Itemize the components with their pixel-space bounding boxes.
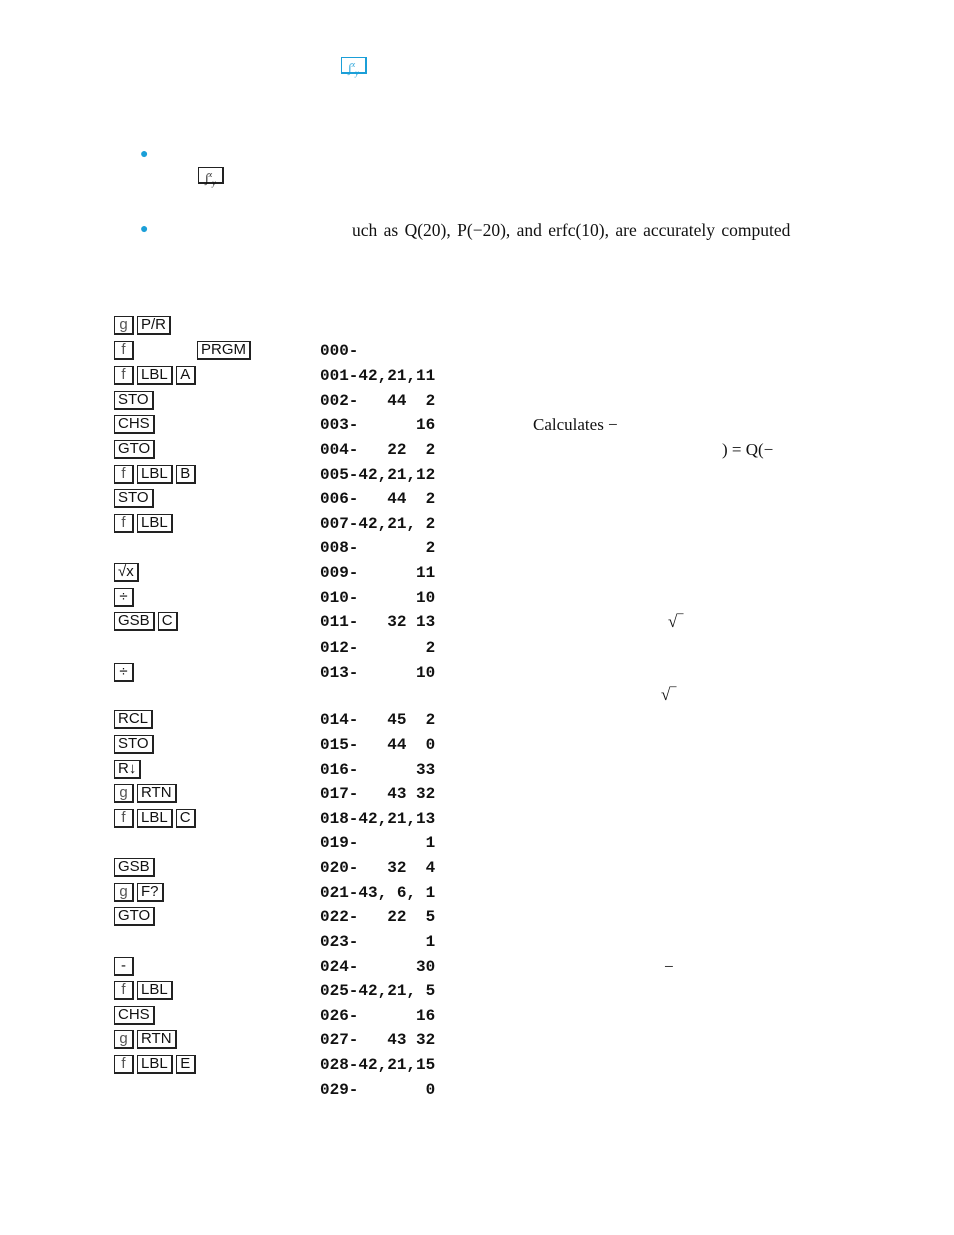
key-chs-label: CHS (114, 1006, 155, 1025)
program-code: 024- 30 (320, 958, 436, 976)
key--label: - (114, 957, 134, 976)
key-chs-label: CHS (114, 415, 155, 434)
key-e-label: E (176, 1055, 196, 1074)
integrate-fx-icon: ∫$^x_y$ (198, 167, 224, 184)
key-f-label: f (114, 465, 134, 484)
key-lbl-label: LBL (137, 514, 173, 533)
key-lbl-label: LBL (137, 809, 173, 828)
program-code: 027- 43 32 (320, 1031, 436, 1049)
program-code: 021-43, 6, 1 (320, 884, 436, 902)
program-keys (114, 514, 176, 533)
program-keys (114, 981, 176, 1000)
key-b-label: B (176, 465, 196, 484)
annotation-text: √‾ (661, 685, 676, 704)
program-keys (114, 710, 156, 729)
program-code: 026- 16 (320, 1007, 436, 1025)
program-code: 015- 44 0 (320, 736, 436, 754)
key-f-label: f (114, 341, 134, 360)
key-rtn-label: RTN (137, 1030, 177, 1049)
program-code: 020- 32 4 (320, 859, 436, 877)
bullet-text: uch as Q(20), P(−20), and erfc(10), are accurately computed (352, 220, 791, 240)
program-code: 000- (320, 342, 359, 360)
key-gsb-label: GSB (114, 858, 155, 877)
key-rcl-label: RCL (114, 710, 153, 729)
annotation-text: − (664, 957, 674, 976)
program-keys (114, 612, 181, 631)
program-keys (114, 489, 157, 508)
key-sto-label: STO (114, 489, 154, 508)
program-keys (114, 1030, 180, 1049)
key-g-label: g (114, 784, 134, 803)
key-prgm-label: PRGM (197, 341, 251, 360)
key-f-label: f (114, 366, 134, 385)
key-c-label: C (158, 612, 178, 631)
key-lbl-label: LBL (137, 1055, 173, 1074)
program-code: 003- 16 (320, 416, 436, 434)
program-keys (114, 858, 158, 877)
key-f-label: f (114, 1055, 134, 1074)
program-keys (114, 465, 199, 484)
program-keys (114, 366, 199, 385)
key-gto-label: GTO (114, 440, 155, 459)
annotation-text: Calculates − (533, 415, 618, 434)
program-code: 019- 1 (320, 834, 436, 852)
program-keys (114, 1006, 158, 1025)
key-lbl-label: LBL (137, 366, 173, 385)
key--label: ÷ (114, 663, 134, 682)
program-keys (114, 1055, 199, 1074)
integrate-fx-icon: ∫$^x_y$ (341, 57, 367, 74)
key-pr-label: P/R (137, 316, 171, 335)
program-keys (114, 784, 180, 803)
key-sto-label: STO (114, 391, 154, 410)
annotation-text: √‾ (668, 612, 683, 631)
program-code: 004- 22 2 (320, 441, 436, 459)
program-code: 025-42,21, 5 (320, 982, 436, 1000)
program-keys (114, 735, 157, 754)
program-code: 009- 11 (320, 564, 436, 582)
key-lbl-label: LBL (137, 981, 173, 1000)
program-code: 011- 32 13 (320, 613, 436, 631)
program-code: 013- 10 (320, 664, 436, 682)
key-c-label: C (176, 809, 196, 828)
program-code: 016- 33 (320, 761, 436, 779)
program-code: 002- 44 2 (320, 392, 436, 410)
program-code: 006- 44 2 (320, 490, 436, 508)
key-lbl-label: LBL (137, 465, 173, 484)
program-code: 022- 22 5 (320, 908, 436, 926)
annotation-text: ) = Q(− (722, 440, 774, 459)
key-g-label: g (114, 883, 134, 902)
key-g-label: g (114, 1030, 134, 1049)
key-gsb-label: GSB (114, 612, 155, 631)
program-keys (114, 588, 137, 607)
key-gto-label: GTO (114, 907, 155, 926)
bullet-marker: ● (140, 147, 149, 162)
key-x-label: √x (114, 563, 139, 582)
program-keys (114, 957, 137, 976)
key-a-label: A (176, 366, 196, 385)
key-f-label: f (114, 514, 134, 533)
key-f-label: f (114, 809, 134, 828)
program-keys (114, 391, 157, 410)
key--label: ÷ (114, 588, 134, 607)
program-code: 010- 10 (320, 589, 436, 607)
key-sto-label: STO (114, 735, 154, 754)
key-g-label: g (114, 316, 134, 335)
program-code: 017- 43 32 (320, 785, 436, 803)
program-code: 018-42,21,13 (320, 810, 436, 828)
program-code: 029- 0 (320, 1081, 436, 1099)
bullet-marker: ● (140, 222, 149, 237)
program-keys (114, 760, 144, 779)
program-code: 008- 2 (320, 539, 436, 557)
key-f-label: f (114, 981, 134, 1000)
program-code: 012- 2 (320, 639, 436, 657)
key-f-label: F? (137, 883, 164, 902)
program-keys (114, 883, 167, 902)
key-r-label: R↓ (114, 760, 141, 779)
program-keys (114, 907, 158, 926)
program-code: 007-42,21, 2 (320, 515, 436, 533)
program-keys (114, 563, 142, 582)
program-code: 005-42,21,12 (320, 466, 436, 484)
program-code: 023- 1 (320, 933, 436, 951)
program-keys (114, 341, 254, 360)
program-code: 001-42,21,11 (320, 367, 436, 385)
program-code: 028-42,21,15 (320, 1056, 436, 1074)
key-rtn-label: RTN (137, 784, 177, 803)
program-keys (114, 415, 158, 434)
program-code: 014- 45 2 (320, 711, 436, 729)
program-keys (114, 316, 174, 335)
program-keys (114, 809, 199, 828)
program-keys (114, 440, 158, 459)
program-keys (114, 663, 137, 682)
